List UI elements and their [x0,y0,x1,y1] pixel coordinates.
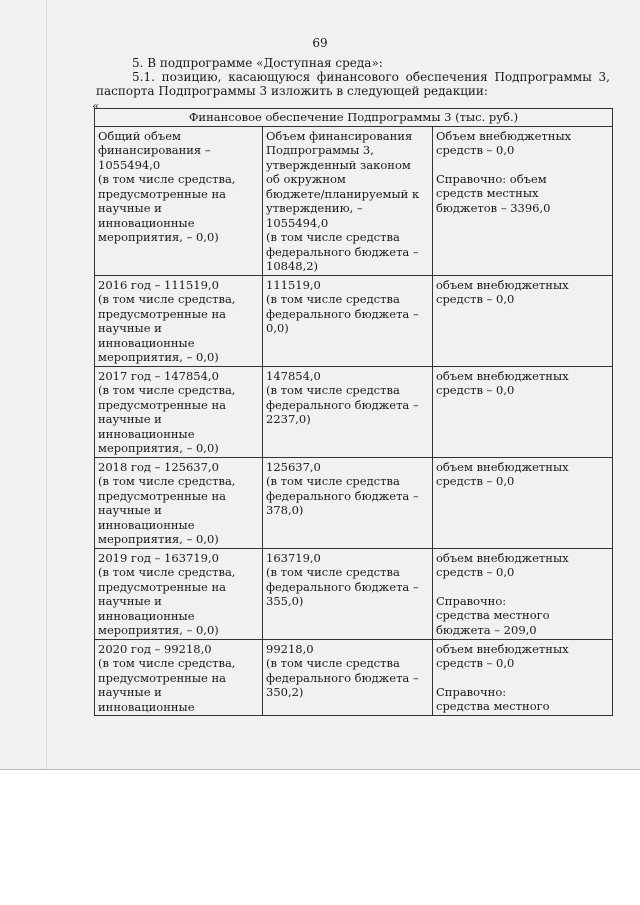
year-approved-cell [263,639,433,716]
cell-text-line: (в том числе средства, [98,172,236,186]
cell-text-line: финансирования – [98,143,211,157]
cell-text-line: Подпрограммы 3, [266,143,374,157]
cell-text-line: объем внебюджетных [436,550,569,565]
year-offbudget-cell [433,457,613,548]
cell-text-line: (в том числе средства [266,565,400,579]
cell-text-line: средств – 0,0 [436,656,515,670]
year-total-cell [95,366,263,457]
cell-text-line: мероприятия, – 0,0) [98,230,219,244]
year-offbudget-cell [433,366,613,457]
intro-paragraph [96,56,610,98]
cell-text-line: 2018 год – 125637,0 [98,459,219,474]
year-offbudget-cell [433,639,613,716]
financing-table [94,108,613,716]
year-row [95,366,613,457]
cell-text-line: (в том числе средства, [98,292,236,306]
cell-text-line: 10848,2) [266,259,319,273]
intro-line-1: 5. В подпрограмме «Доступная среда»: [132,56,383,70]
summary-row [95,126,613,275]
reference-note-line: средства местного [436,608,550,622]
note-spacer [436,158,609,172]
cell-text-line: об окружном [266,172,346,186]
cell-text-line: предусмотренные на [98,186,226,201]
cell-text-line: федерального бюджета – [266,579,419,594]
cell-text-line: федерального бюджета – [266,306,419,321]
cell-text-line: научные и [98,321,162,335]
note-spacer [436,671,609,685]
cell-text-line: (в том числе средства [266,474,400,488]
cell-text-line: предусмотренные на [98,397,226,412]
cell-text-line: 350,2) [266,685,304,699]
cell-text-line: объем внебюджетных [436,368,569,383]
note-spacer [436,580,609,594]
cell-text-line: предусмотренные на [98,488,226,503]
year-approved-cell [263,548,433,639]
cell-text-line: федерального бюджета – [266,670,419,685]
reference-note-line: бюджета – 209,0 [436,622,537,637]
year-row [95,457,613,548]
cell-text-line: предусмотренные на [98,670,226,685]
year-offbudget-cell [433,275,613,366]
reference-note-line: средства местного [436,699,550,713]
table-header: Финансовое обеспечение Подпрограммы 3 (тыс. руб.) [95,109,613,127]
cell-text-line: научные и [98,594,162,608]
year-row [95,639,613,716]
year-approved-cell [263,457,433,548]
cell-text-line: 125637,0 [266,459,321,474]
cell-text-line: инновационные [98,608,195,623]
cell-text-line: научные и [98,685,162,699]
year-total-cell [95,457,263,548]
summary-offbudget-cell [433,126,613,275]
cell-text-line: научные и [98,412,162,426]
cell-text-line: 2019 год – 163719,0 [98,550,219,565]
cell-text-line: бюджете/планируемый к [266,186,420,201]
cell-text-line: средств – 0,0 [436,292,515,306]
cell-text-line: Объем финансирования [266,128,413,143]
cell-text-line: федерального бюджета – [266,488,419,503]
cell-text-line: федерального бюджета – [266,397,419,412]
cell-text-line: 2020 год – 99218,0 [98,641,212,656]
reference-note-line: средств местных [436,186,539,200]
cell-text-line: 1055494,0 [266,215,329,230]
year-row [95,548,613,639]
cell-text-line: 2237,0) [266,412,311,426]
cell-text-line: 378,0) [266,503,304,517]
year-approved-cell [263,366,433,457]
cell-text-line: средств – 0,0 [436,474,515,488]
cell-text-line: 1055494,0 [98,157,161,172]
cell-text-line: предусмотренные на [98,306,226,321]
reference-note-line: Справочно: [436,684,507,699]
cell-text-line: утверждению, – [266,201,363,215]
cell-text-line: 2017 год – 147854,0 [98,368,219,383]
summary-total-cell [95,126,263,275]
reference-note-line: Справочно: объем [436,171,547,186]
cell-text-line: мероприятия, – 0,0) [98,441,219,455]
cell-text-line: средств – 0,0 [436,143,515,157]
year-total-cell [95,275,263,366]
cell-text-line: инновационные [98,335,195,350]
cell-text-line: Объем внебюджетных [436,128,572,143]
cell-text-line: мероприятия, – 0,0) [98,623,219,637]
cell-text-line: (в том числе средства [266,383,400,397]
intro-line-3: паспорта Подпрограммы 3 изложить в следующей редакции: [96,84,488,98]
cell-text-line: (в том числе средства, [98,383,236,397]
cell-text-line: 147854,0 [266,368,321,383]
cell-text-line: инновационные [98,215,195,230]
cell-text-line: средств – 0,0 [436,383,515,397]
cell-text-line: 0,0) [266,321,289,335]
cell-text-line: (в том числе средства [266,656,400,670]
year-total-cell [95,548,263,639]
cell-text-line: (в том числе средства, [98,656,236,670]
cell-text-line: объем внебюджетных [436,641,569,656]
cell-text-line: (в том числе средства, [98,565,236,579]
opening-quote: « [92,99,100,113]
cell-text-line: 2016 год – 111519,0 [98,277,219,292]
cell-text-line: 355,0) [266,594,304,608]
cell-text-line: объем внебюджетных [436,459,569,474]
reference-note-line: бюджетов – 3396,0 [436,200,551,215]
cell-text-line: средств – 0,0 [436,565,515,579]
cell-text-line: научные и [98,503,162,517]
cell-text-line: (в том числе средства, [98,474,236,488]
reference-note-line: Справочно: [436,593,507,608]
table-body [95,126,613,716]
year-row [95,275,613,366]
cell-text-line: мероприятия, – 0,0) [98,350,219,364]
year-total-cell [95,639,263,716]
cell-text-line: (в том числе средства [266,230,400,244]
year-offbudget-cell [433,548,613,639]
cell-text-line: 99218,0 [266,641,314,656]
cell-text-line: утвержденный законом [266,157,411,172]
cell-text-line: федерального бюджета – [266,244,419,259]
cell-text-line: инновационные [98,699,195,714]
cell-text-line: научные и [98,201,162,215]
cell-text-line: Общий объем [98,128,181,143]
page-number: 69 [312,36,328,50]
year-approved-cell [263,275,433,366]
cell-text-line: мероприятия, – 0,0) [98,532,219,546]
cell-text-line: 163719,0 [266,550,321,565]
cell-text-line: предусмотренные на [98,579,226,594]
cell-text-line: инновационные [98,426,195,441]
summary-approved-cell [263,126,433,275]
cell-text-line: инновационные [98,517,195,532]
cell-text-line: (в том числе средства [266,292,400,306]
cell-text-line: 111519,0 [266,277,321,292]
intro-line-2: 5.1. позицию, касающуюся финансового обеспечения Подпрограммы 3, [132,70,610,84]
cell-text-line: объем внебюджетных [436,277,569,292]
